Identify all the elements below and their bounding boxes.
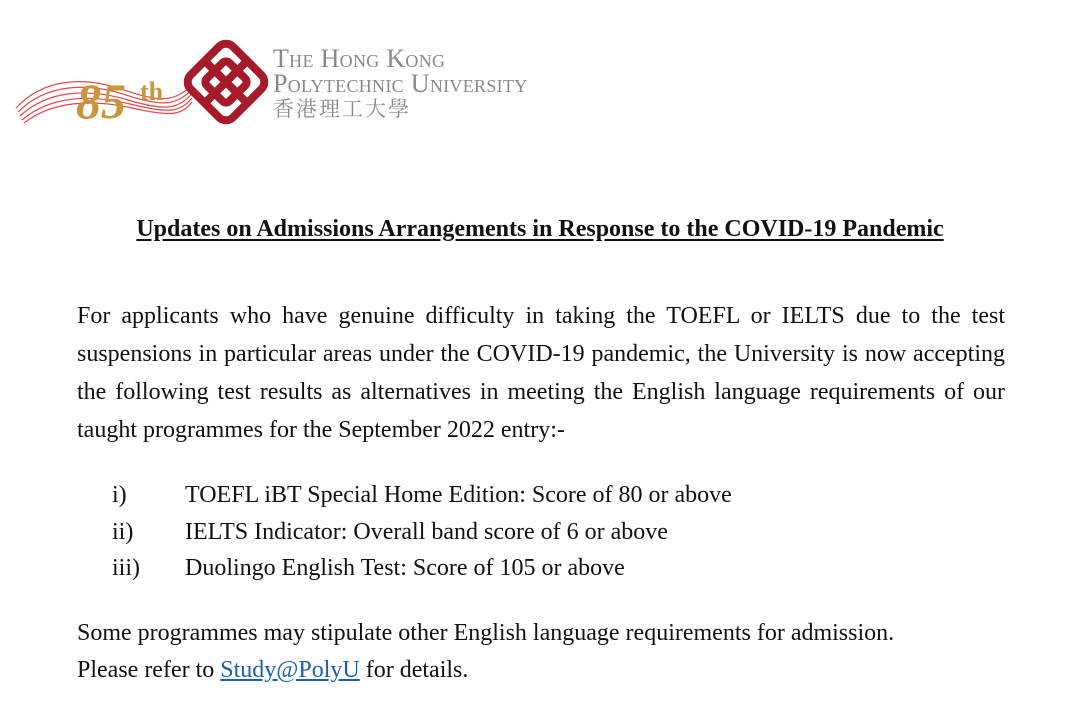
- closing-line2-prefix: Please refer to: [77, 656, 221, 683]
- closing-line1: Some programmes may stipulate other English language requirements for admission.: [77, 620, 895, 646]
- list-item-numeral: i): [112, 482, 127, 508]
- polyu-85th-anniversary-logo: [14, 38, 614, 138]
- closing-note: [77, 615, 894, 688]
- university-name-chinese: 香港理工大學: [273, 97, 411, 121]
- list-item: [112, 477, 732, 514]
- logo-emblem-graphic: [14, 38, 274, 138]
- closing-line2-suffix: for details.: [359, 656, 469, 683]
- alternative-tests-list: [112, 477, 732, 587]
- anniversary-number: 85: [76, 73, 126, 129]
- study-polyu-link[interactable]: Study@PolyU: [220, 656, 360, 683]
- list-item-numeral: ii): [112, 518, 134, 545]
- anniversary-suffix: th: [140, 77, 164, 106]
- intro-paragraph: For applicants who have genuine difficulty in taking the TOEFL or IELTS due to the test suspensions in particular areas under the COVID-19 pandemic, the University is now accepting the following test results as alternatives in meeting the English language requirements of our taught programmes for the September 2022 entry:-: [77, 303, 1005, 443]
- document-title: Updates on Admissions Arrangements in Response to the COVID-19 Pandemic: [136, 216, 944, 242]
- university-name: [273, 46, 528, 120]
- list-item-text: TOEFL iBT Special Home Edition: Score of 80 or above: [185, 482, 732, 508]
- university-name-line2: Polytechnic University: [273, 69, 528, 98]
- list-item-numeral: iii): [112, 555, 140, 581]
- list-item-text: Duolingo English Test: Score of 105 or above: [185, 555, 625, 581]
- list-item: [112, 514, 732, 551]
- list-item: [112, 550, 732, 587]
- university-name-line1: The Hong Kong: [273, 44, 446, 73]
- list-item-text: IELTS Indicator: Overall band score of 6 or above: [185, 518, 668, 545]
- polyu-knot-emblem: [184, 40, 269, 125]
